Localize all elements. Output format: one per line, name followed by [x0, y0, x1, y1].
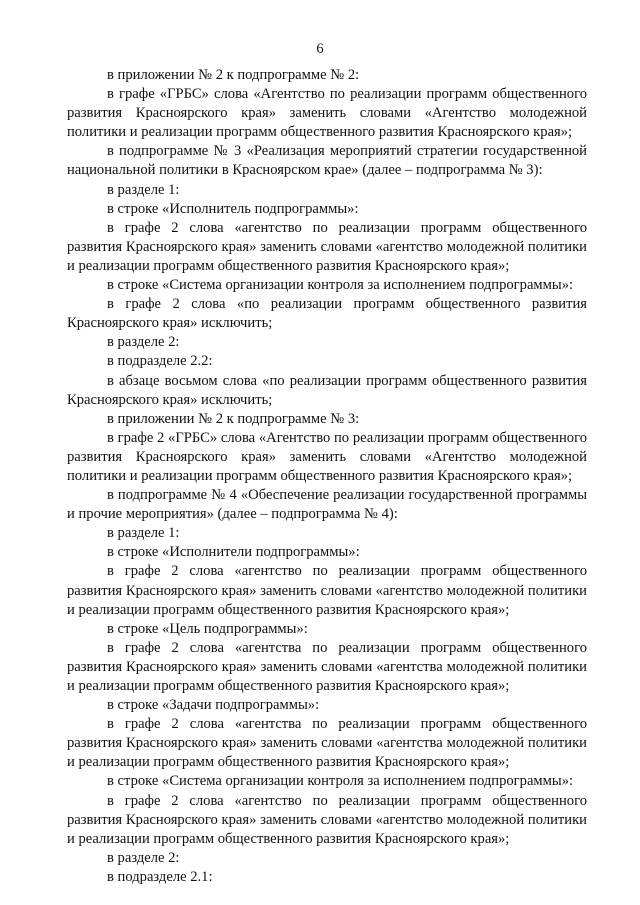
paragraph: в строке «Цель подпрограммы»:	[107, 620, 308, 637]
paragraph: в графе 2 слова «агентство по реализации программ общественного развития Красноярского края» заменить словами «агентство молодежной политики и реализации программ общественного развития Красноярского края»;	[67, 563, 587, 618]
page-number: 6	[316, 41, 324, 57]
paragraph: в разделе 2:	[107, 334, 180, 351]
paragraph: в подразделе 2.1:	[107, 868, 213, 885]
paragraph: в строке «Система организации контроля за исполнением подпрограммы»:	[107, 277, 574, 294]
paragraph: в графе 2 «ГРБС» слова «Агентство по реализации программ общественного развития Красноярского края» заменить словами «Агентство молодежной политики и реализации программ общественного развития Красноярского края»;	[67, 429, 587, 484]
paragraph: в абзаце восьмом слова «по реализации программ общественного развития Красноярского края» исключить;	[67, 372, 587, 408]
paragraph: в графе «ГРБС» слова «Агентство по реализации программ общественного развития Красноярского края» заменить словами «Агентство молодежной политики и реализации программ общественного развития Красноярского края»;	[67, 86, 587, 141]
paragraph: в графе 2 слова «агентства по реализации программ общественного развития Красноярского края» заменить словами «агентства молодежной политики и реализации программ общественного развития Красноярского края»;	[67, 716, 587, 771]
paragraph: в подразделе 2.2:	[107, 353, 213, 370]
paragraph: в разделе 1:	[107, 525, 180, 542]
paragraph: в графе 2 слова «агентство по реализации программ общественного развития Красноярского края» заменить словами «агентство молодежной политики и реализации программ общественного развития Красноярского края»;	[67, 792, 587, 847]
paragraph: в подпрограмме № 3 «Реализация мероприятий стратегии государственной национальной политики в Красноярском крае» (далее – подпрограмма № 3):	[67, 143, 587, 179]
paragraph: в подпрограмме № 4 «Обеспечение реализации государственной программы и прочие мероприятия» (далее – подпрограмма № 4):	[67, 487, 587, 523]
paragraph: в строке «Система организации контроля за исполнением подпрограммы»:	[107, 773, 574, 790]
paragraph: в строке «Задачи подпрограммы»:	[107, 697, 320, 714]
paragraph: в графе 2 слова «по реализации программ общественного развития Красноярского края» исключить;	[67, 296, 587, 332]
document-body	[67, 66, 587, 887]
paragraph: в строке «Исполнитель подпрограммы»:	[107, 200, 359, 217]
paragraph: в разделе 2:	[107, 849, 180, 866]
paragraph: в приложении № 2 к подпрограмме № 2:	[107, 67, 360, 83]
paragraph: в приложении № 2 к подпрограмме № 3:	[107, 410, 360, 427]
paragraph: в графе 2 слова «агентства по реализации программ общественного развития Красноярского края» заменить словами «агентства молодежной политики и реализации программ общественного развития Красноярского края»;	[67, 639, 587, 694]
paragraph: в графе 2 слова «агентство по реализации программ общественного развития Красноярского края» заменить словами «агентство молодежной политики и реализации программ общественного развития Красноярского края»;	[67, 219, 587, 274]
paragraph: в разделе 1:	[107, 181, 180, 198]
paragraph: в строке «Исполнители подпрограммы»:	[107, 544, 360, 561]
